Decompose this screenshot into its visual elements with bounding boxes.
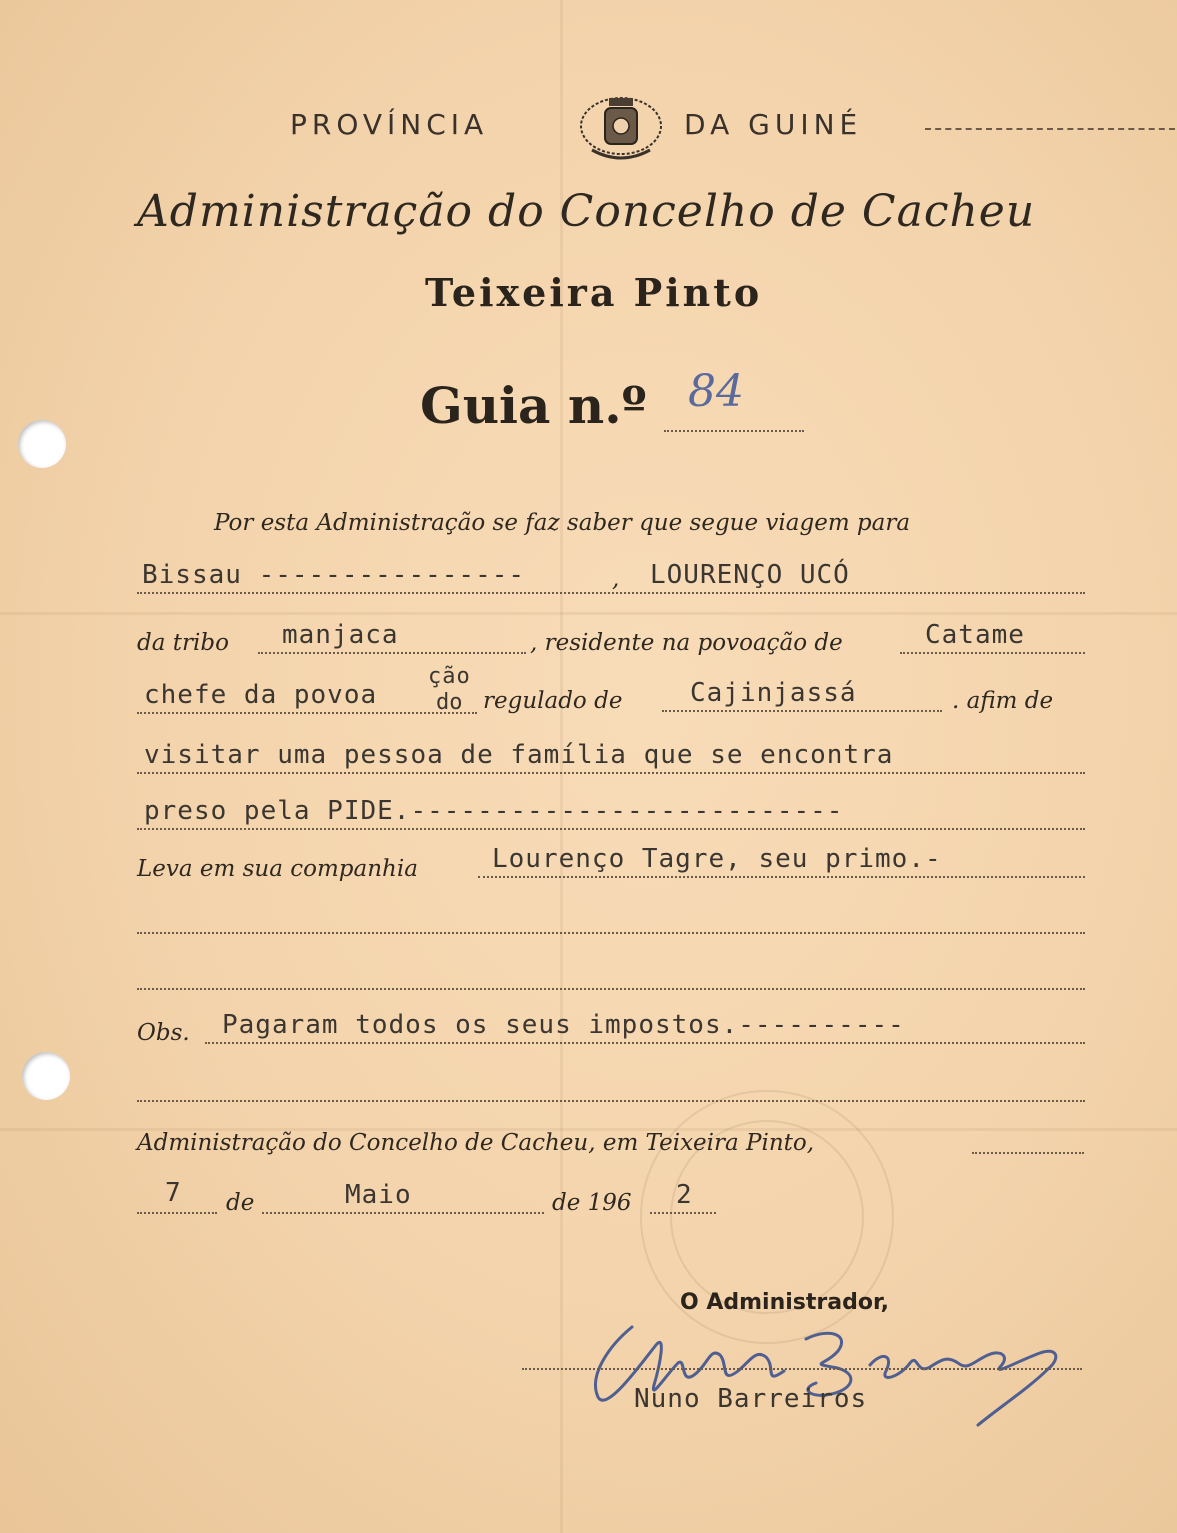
traveler-name: LOURENÇO UCÓ: [650, 560, 850, 590]
binder-hole-top: [18, 420, 66, 468]
povoacao-value: Catame: [925, 620, 1025, 650]
year-line: [650, 1212, 716, 1214]
comma-separator: ,: [612, 566, 620, 592]
blank-line: [137, 1100, 1085, 1102]
date-day: 7: [165, 1178, 182, 1208]
guia-number: 84: [688, 366, 744, 417]
place-line-dots: [972, 1152, 1084, 1154]
line5-dots: [137, 828, 1085, 830]
obs-label: Obs.: [137, 1020, 190, 1046]
header-rule: [925, 128, 1175, 130]
month-line: [262, 1212, 544, 1214]
handwritten-signature: [570, 1305, 1090, 1435]
coat-of-arms-icon: [578, 92, 664, 164]
da-guine-text: DA GUINÉ: [684, 108, 863, 141]
line3-dots: [137, 712, 477, 714]
tribo-value: manjaca: [282, 620, 399, 650]
cao-superscript: ção: [428, 664, 471, 689]
purpose-line-1: visitar uma pessoa de família que se encontra: [144, 740, 894, 770]
administrador-label: O Administrador,: [680, 1290, 889, 1315]
provincia-text: PROVÍNCIA: [290, 108, 489, 141]
intro-text: Por esta Administração se faz saber que segue viagem para: [214, 510, 911, 536]
place-line: Administração do Concelho de Cacheu, em Teixeira Pinto,: [137, 1130, 815, 1156]
blank-line: [137, 932, 1085, 934]
blank-line: [137, 988, 1085, 990]
date-de-1: de: [226, 1190, 255, 1216]
date-year-digit: 2: [676, 1180, 693, 1210]
paper-crease: [0, 612, 1177, 615]
obs-line: [205, 1042, 1085, 1044]
companhia-line: [478, 876, 1085, 878]
companhia-label: Leva em sua companhia: [137, 856, 418, 882]
regulado-value: Cajinjassá: [690, 678, 857, 708]
tribo-label: da tribo: [137, 630, 229, 656]
tribo-line: [258, 652, 526, 654]
purpose-line-2: preso pela PIDE.--------------------------: [144, 796, 844, 826]
companhia-value: Lourenço Tagre, seu primo.-: [492, 844, 942, 874]
regulado-label: regulado de: [483, 688, 623, 714]
guia-number-line: [664, 430, 804, 432]
date-de-2: de 196: [552, 1190, 632, 1216]
obs-value: Pagaram todos os seus impostos.----------: [222, 1010, 905, 1040]
destination-line: [137, 592, 1085, 594]
povoacao-line: [900, 652, 1085, 654]
regulado-line: [662, 710, 942, 712]
signature-line: [522, 1368, 1082, 1370]
destination-value: Bissau ----------------: [142, 560, 526, 590]
afim-label: . afim de: [952, 688, 1054, 714]
day-line: [137, 1212, 217, 1214]
document-subtitle: Teixeira Pinto: [425, 270, 763, 315]
signatory-name: Nuno Barreiros: [634, 1384, 868, 1414]
chefe-text: chefe da povoa: [144, 680, 378, 710]
do-text: do: [436, 690, 463, 715]
residente-label: , residente na povoação de: [530, 630, 843, 656]
guia-label: Guia n.º: [420, 376, 647, 435]
date-month: Maio: [345, 1180, 412, 1210]
document-title: Administração do Concelho de Cacheu: [137, 186, 1036, 237]
line4-dots: [137, 772, 1085, 774]
binder-hole-bottom: [22, 1052, 70, 1100]
